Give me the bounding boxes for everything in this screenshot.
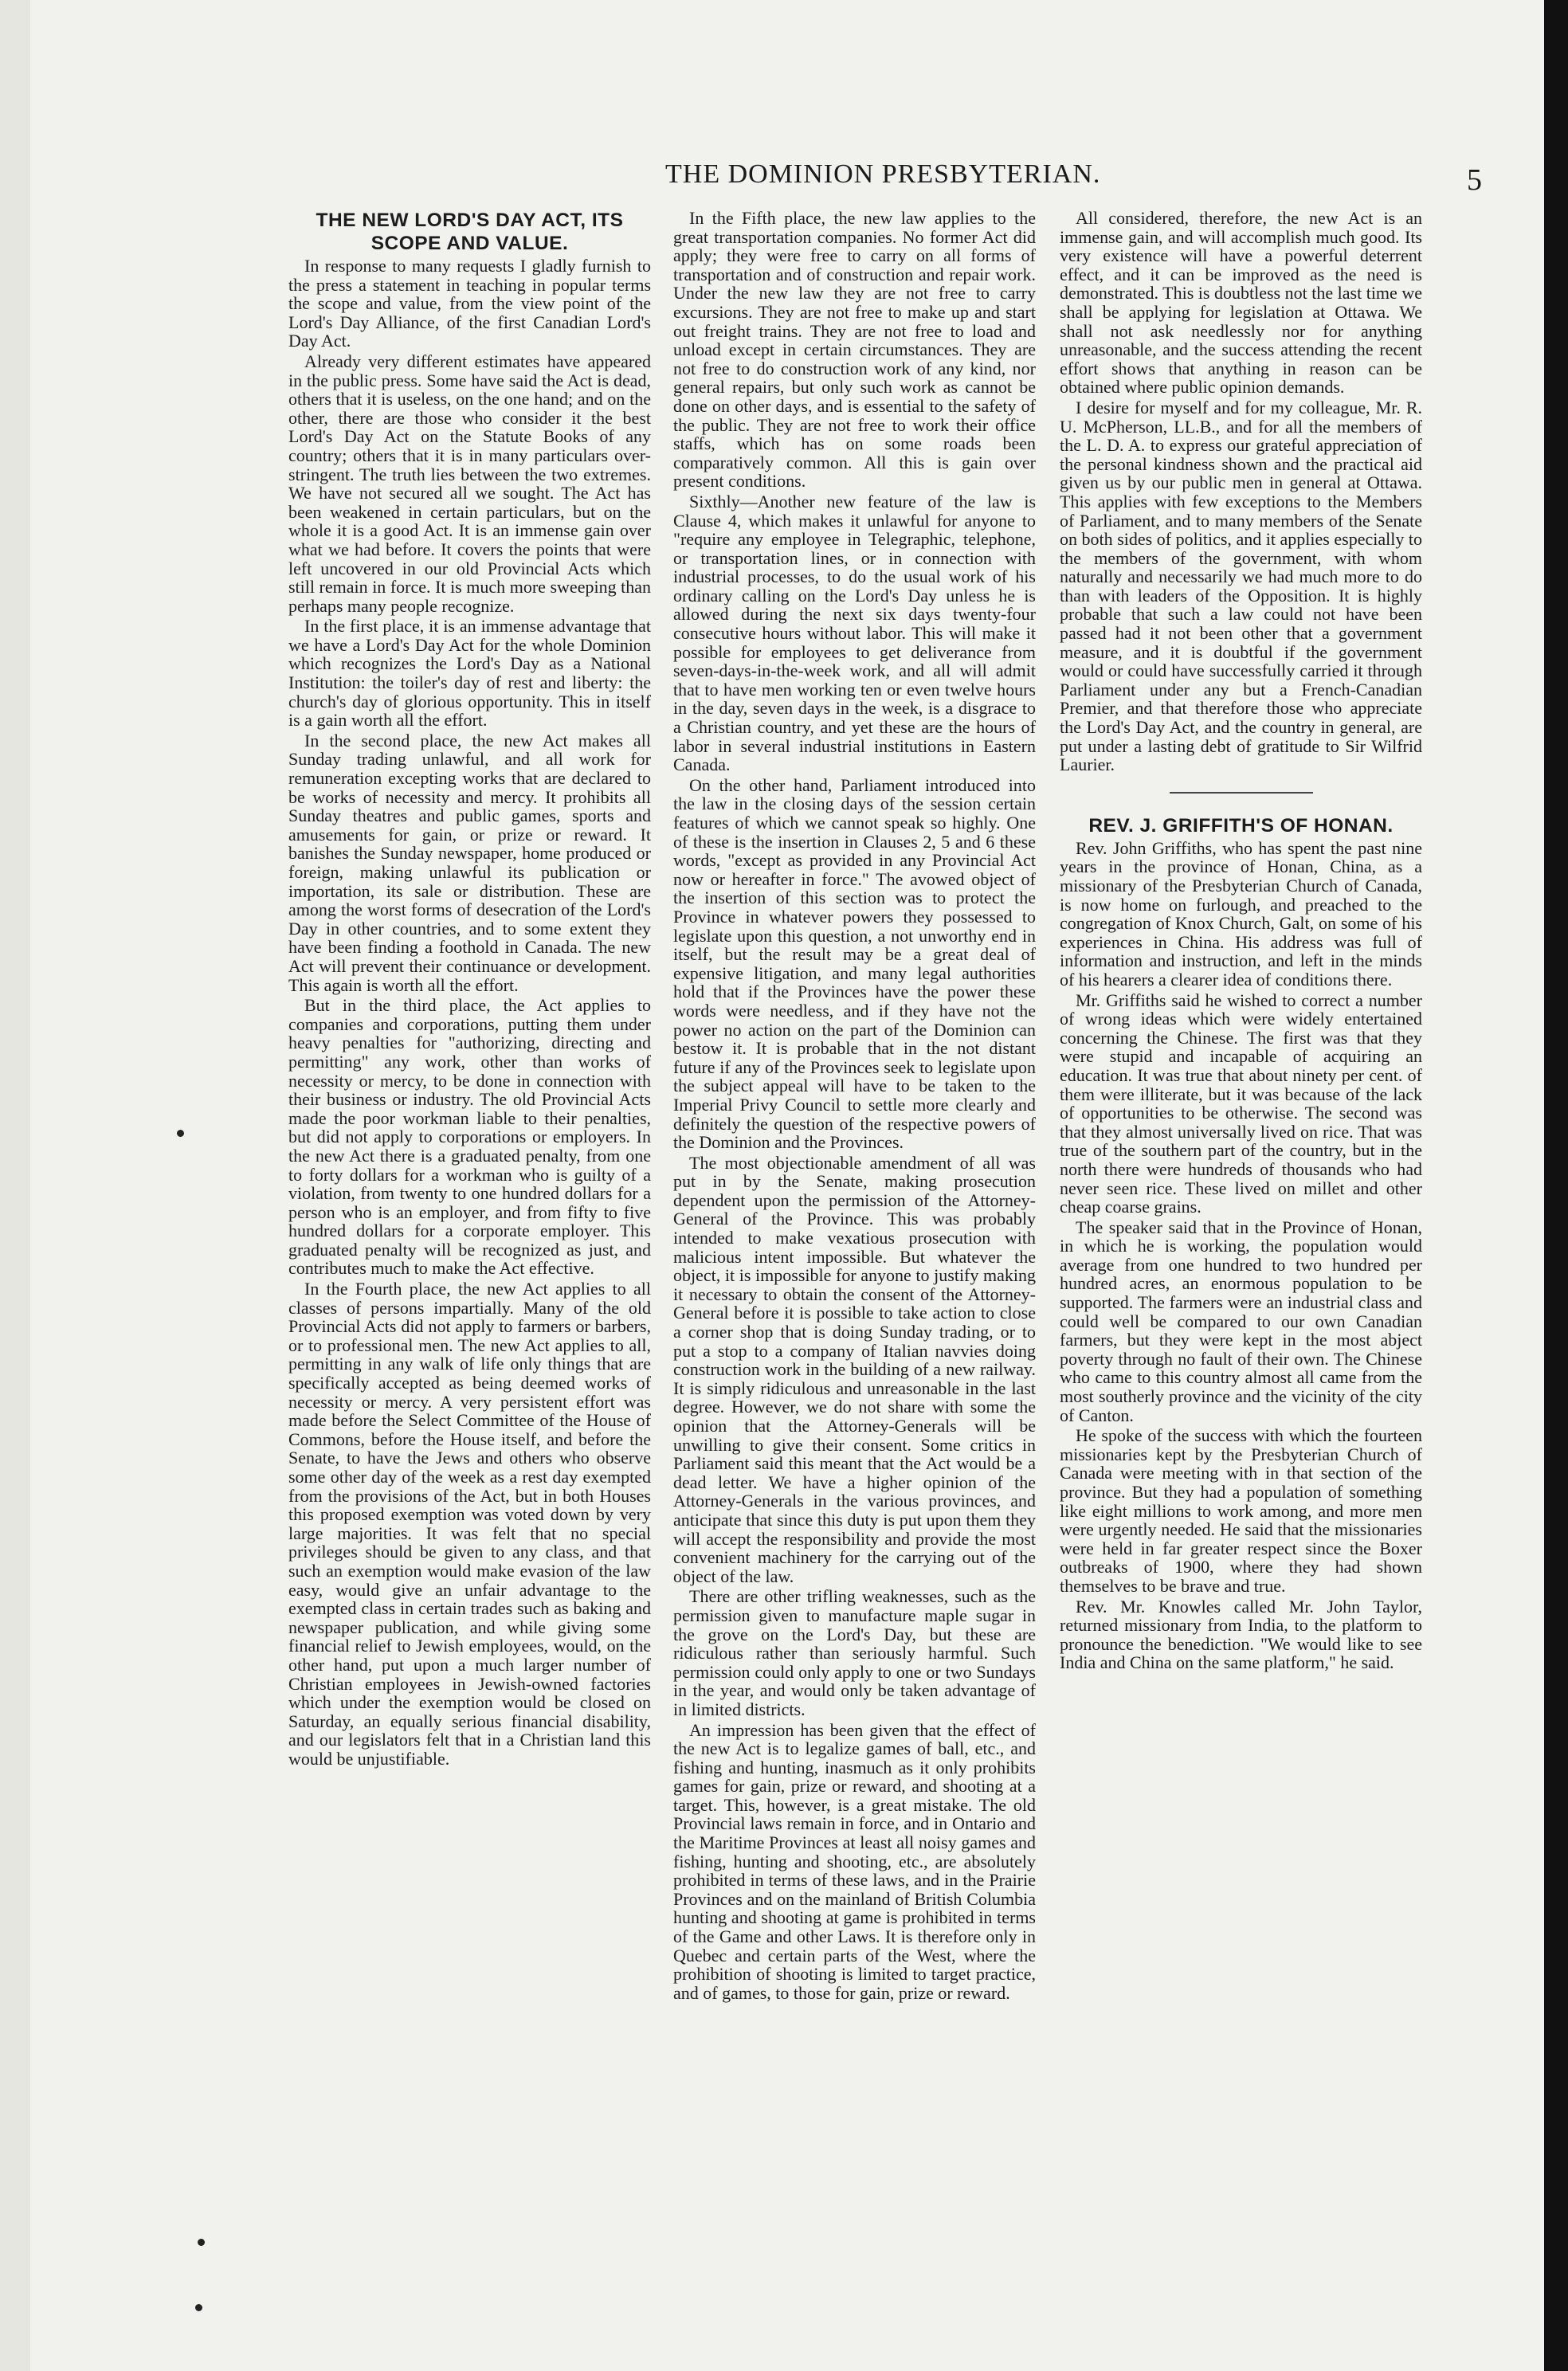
ink-speck: [195, 2304, 202, 2311]
article-headline: REV. J. GRIFFITH'S OF HONAN.: [1088, 814, 1394, 837]
paragraph: I desire for myself and for my colleague, Mr. R. U. McPherson, LL.B., and for all the members of the L. D. A. to express our grateful appreciation of the personal kindness shown and the practical aid given us by our public men in general at Ottawa. This applies with few exceptions to the Members of Parliament, and to many members of the Senate on both sides of politics, and it applies especially to the members of the government, with whom naturally and necessarily we had much more to do than with leaders of the Opposition. It is highly probable that such a law could not have been passed had it not been other that a government measure, and it is doubtful if the government would or could have successfully carried it through Parliament under any but a French-Canadian Premier, and that therefore those who appreciate the Lord's Day Act, and the country in general, are put under a lasting debt of gratitude to Sir Wilfrid Laurier.: [1060, 397, 1422, 775]
paragraph: Rev. Mr. Knowles called Mr. John Taylor, returned missionary from India, to the platform to pronounce the benediction. "We would like to see India and China on the same platform," he said.: [1060, 1596, 1422, 1673]
scan-edge: [1544, 0, 1568, 2371]
section-divider: [1170, 792, 1313, 794]
column-1: [288, 209, 651, 1770]
paragraph: In the first place, it is an immense advantage that we have a Lord's Day Act for the whole Dominion which recognizes the Lord's Day as a National Institution: the toiler's day of rest and liberty: the church's day of glorious opportunity. This in itself is a gain worth all the effort.: [288, 616, 651, 731]
paragraph: The most objectionable amendment of all was put in by the Senate, making prosecution dependent upon the permission of the Attorney-General of the Province. This was probably intended to make vexatious prosecution with malicious intent impossible. But whatever the object, it is impossible for anyone to justify making it necessary to obtain the consent of the Attorney-General before it is possible to take action to close a corner shop that is doing Sunday trading, or to put a stop to a company of Italian navvies doing construction work in the building of a new railway. It is simply ridiculous and unreasonable in the last degree. However, we do not share with some the opinion that the Attorney-Generals will be unwilling to give their consent. Some critics in Parliament said this meant that the Act would be a dead letter. We have a higher opinion of the Attorney-Generals in the various provinces, and anticipate that since this duty is put upon them they will accept the responsibility and provide the most convenient machinery for the carrying out of the object of the law.: [673, 1152, 1036, 1586]
paragraph: Rev. John Griffiths, who has spent the past nine years in the province of Honan, China, as a missionary of the Presbyterian Church of Canada, is now home on furlough, and preached to the congregation of Knox Church, Galt, on some of his experiences in China. His address was full of information and instruction, and left in the minds of his hearers a clearer idea of conditions there.: [1060, 837, 1422, 990]
paragraph: Already very different estimates have appeared in the public press. Some have said the Act is dead, others that it is useless, on the one hand; and on the other, there are those who consider it the best Lord's Day Act on the Statute Books of any country; others that it is in many particulars over-stringent. The truth lies between the two extremes. We have not secured all we sought. The Act has been weakened in certain particulars, but on the whole it is a good Act. It is an immense gain over what we had before. It covers the points that were left uncovered in our old Provincial Acts which still remain in force. It is much more sweeping than perhaps many people recognize.: [288, 351, 651, 616]
article-headline: THE NEW LORD'S DAY ACT, ITS SCOPE AND VALUE.: [316, 210, 624, 254]
page-number: 5: [1467, 163, 1482, 197]
paragraph: In the Fifth place, the new law applies to the great transportation companies. No former Act did apply; they were free to carry on all forms of transportation and of construction and repair work. Under the new law they are not free to carry excursions. They are not free to make up and start out freight trains. They are not free to load and unload except in certain circumstances. They are not free to do construction work of any kind, nor general repairs, but only such work as cannot be done on other days, and is essential to the safety of the public. They are not free to work their office staffs, which has on some roads been comparatively common. All this is gain over present conditions.: [673, 208, 1036, 492]
paragraph: All considered, therefore, the new Act is an immense gain, and will accomplish much good. Its very existence will have a powerful deterrent effect, and it can be improved as the need is demonstrated. This is doubtless not the last time we shall be applying for legislation at Ottawa. We shall not ask needlessly nor for anything unreasonable, and the success attending the recent effort shows that anything in reason can be obtained where public opinion demands.: [1060, 208, 1422, 398]
column-2: [673, 209, 1036, 2004]
ink-speck: [177, 1130, 184, 1137]
paragraph: The speaker said that in the Province of Honan, in which he is working, the population would average from one hundred to two hundred per hundred acres, an enormous population to be supported. The farmers were an industrial class and could well be compared to our own Canadian farmers, but they were kept in the most abject poverty through no fault of their own. The Chinese who came to this country almost all came from the most southerly province and the vicinity of the city of Canton.: [1060, 1217, 1422, 1425]
paragraph: He spoke of the success with which the fourteen missionaries kept by the Presbyterian Church of Canada were meeting with in that section of the province. But they had a population of something like eight millions to work among, and more men were urgently needed. He said that the missionaries were held in far greater respect since the Boxer outbreaks of 1900, where they had shown themselves to be brave and true.: [1060, 1425, 1422, 1596]
paragraph: Sixthly—Another new feature of the law is Clause 4, which makes it unlawful for anyone to "require any employee in Telegraphic, telephone, or transportation lines, or in connection with industrial processes, to do the usual work of his ordinary calling on the Lord's Day unless he is allowed during the next six days twenty-four consecutive hours without labor. This will make it possible for employees to get deliverance from seven-days-in-the-week work, and all will admit that to have men working ten or even twelve hours in the day, seven days in the week, is a disgrace to a Christian country, and yet these are the hours of labor in several industrial institutions in Eastern Canada.: [673, 491, 1036, 775]
running-head: THE DOMINION PRESBYTERIAN.: [665, 159, 1101, 189]
ink-speck: [198, 2239, 205, 2246]
paragraph: There are other trifling weaknesses, such as the permission given to manufacture maple sugar in the grove on the Lord's Day, but these are ridiculous rather than seriously harmful. Such permission could only apply to one or two Sundays in the year, and would only be taken advantage of in limited districts.: [673, 1586, 1036, 1719]
paragraph: Mr. Griffiths said he wished to correct a number of wrong ideas which were widely entertained concerning the Chinese. The first was that they were stupid and incapable of acquiring an education. It was true that about ninety per cent. of them were illiterate, but it was because of the lack of opportunities to be otherwise. The second was that they almost universally lived on rice. That was true of the southern part of the country, but in the north there were hundreds of thousands who had never seen rice. These lived on millet and other cheap coarse grains.: [1060, 990, 1422, 1217]
paragraph: In the Fourth place, the new Act applies to all classes of persons impartially. Many of the old Provincial Acts did not apply to farmers or barbers, or to professional men. The new Act applies to all, permitting in any walk of life only things that are specifically accepted as being deemed works of necessity or mercy. A very persistent effort was made before the Select Committee of the House of Commons, before the House itself, and before the Senate, to have the Jews and others who observe some other day of the week as a rest day exempted from the provisions of the Act, but in both Houses this proposed exemption was voted down by very large majorities. It was felt that no special privileges should be given to any class, and that such an exemption would make evasion of the law easy, would give an unfair advantage to the exempted class in certain trades such as baking and newspaper publication, and while giving some financial relief to Jewish employees, would, on the other hand, put upon a much larger number of Christian employees in Jewish-owned factories which under the exemption would be closed on Saturday, an equally serious financial disability, and our legislators felt that in a Christian land this would be unjustifiable.: [288, 1279, 651, 1769]
paragraph: On the other hand, Parliament introduced into the law in the closing days of the session certain features of which we cannot speak so highly. One of these is the insertion in Clauses 2, 5 and 6 these words, "except as provided in any Provincial Act now or hereafter in force." The avowed object of the insertion of this section was to protect the Province in whatever powers they possessed to legislate upon this question, a not unworthy end in itself, but the result may be a great deal of expensive litigation, and many legal authorities hold that if the Provinces have the power these words were needless, and if they have not the power no action on the part of the Dominion can bestow it. It is probable that in the not distant future if any of the Provinces seek to legislate upon the subject appeal will have to be taken to the Imperial Privy Council to settle more clearly and definitely the question of the respective powers of the Dominion and the Provinces.: [673, 774, 1036, 1153]
paragraph: An impression has been given that the effect of the new Act is to legalize games of ball, etc., and fishing and hunting, inasmuch as it only prohibits games for gain, prize or reward, and shooting at a target. This, however, is a great mistake. The old Provincial laws remain in force, and in Ontario and the Maritime Provinces at least all noisy games and fishing, hunting and shooting, etc., are absolutely prohibited in terms of these laws, and in the Prairie Provinces and on the mainland of British Columbia hunting and shooting at game is prohibited in terms of the Game and other Laws. It is therefore only in Quebec and certain parts of the West, where the prohibition of shooting is limited to target practice, and of games, to those for gain, prize or reward.: [673, 1719, 1036, 2003]
paragraph: In response to many requests I gladly furnish to the press a statement in teaching in popular terms the scope and value, from the view point of the Lord's Day Alliance, of the first Canadian Lord's Day Act.: [288, 256, 651, 351]
paragraph: In the second place, the new Act makes all Sunday trading unlawful, and all work for remuneration excepting works that are declared to be works of necessity and mercy. It prohibits all Sunday theatres and public games, sports and amusements for gain, or prize or reward. It banishes the Sunday newspaper, home produced or foreign, making unlawful its publication or importation, its sale or distribution. These are among the worst forms of desecration of the Lord's Day in other countries, and to some extent they have been finding a foothold in Canada. The new Act will prevent their continuance or development. This again is worth all the effort.: [288, 730, 651, 995]
paragraph: But in the third place, the Act applies to companies and corporations, putting them under heavy penalties for "authorizing, directing and permitting" any work, other than works of necessity or mercy, to be done in connection with their business or industry. The old Provincial Acts made the poor workman liable to their penalties, but did not apply to corporations or employers. In the new Act there is a graduated penalty, from one to forty dollars for a workman who is guilty of a violation, from twenty to one hundred dollars for a person who is an employer, and from fifty to five hundred dollars for a corporate employer. This graduated penalty will be recognized as just, and contributes much to make the Act effective.: [288, 995, 651, 1279]
column-3: [1060, 209, 1422, 1674]
page-header: [287, 159, 1482, 207]
